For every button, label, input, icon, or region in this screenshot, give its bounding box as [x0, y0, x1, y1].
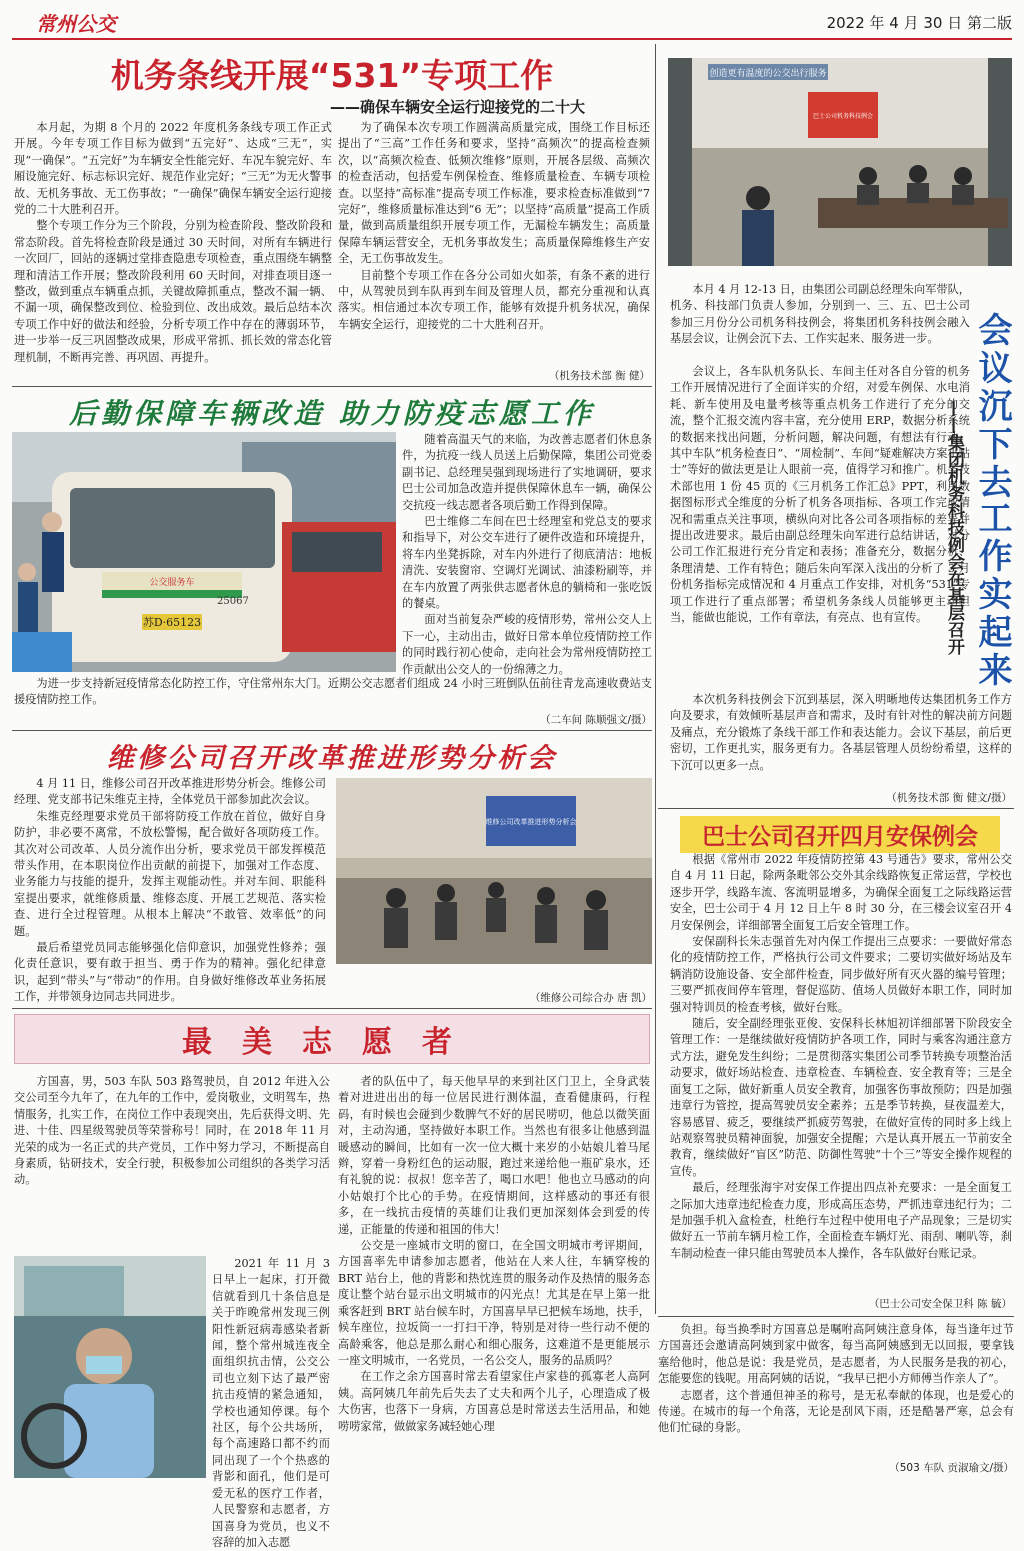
- art4-para: 者的队伍中了，每天他早早的来到社区门卫上，全身武装着对进进出出的每一位居民进行测体温，查看健康码，行程码，有时候也会碰到少数脾气不好的居民唠叨，他总以微笑面对，主动沟通，坚持做好本职工作。当然也有很多让他感到温暖感动的瞬间，比如有一次一位大概十来岁的小姑娘儿着马尾辫，穿着一身粉红色的运动服，跑过来递给他一瓶矿泉水，还有礼貌的说：叔叔！您辛苦了，喝口水吧！他也立马感动的向小姑娘打个比心的手势。在疫情期间，这样感动的事还有很多，在一线抗击疫情的英雄们让我们更加深刻体会到爱的传递，正能量的传递和祖国的伟大！: [338, 1075, 650, 1236]
- art3-signature: （维修公司综合办 唐 凯）: [529, 992, 652, 1004]
- art4-para: 志愿者，这个普通但神圣的称号，是无私奉献的体现，也是爱心的传递。在城市的每一个角落，无论是刮风下雨，还是酷暑严寒，总会有他们忙碌的身影。: [658, 1388, 1014, 1435]
- art4-col1-bottom: [212, 1256, 330, 1549]
- art1-subtitle: ——确保车辆安全运行迎接党的二十大: [330, 98, 586, 116]
- art6-title: 巴士公司召开四月安保例会: [680, 816, 1000, 853]
- meeting-screen-text: 维修公司改革推进形势分析会: [485, 818, 577, 826]
- art2-para: 巴士维修二车间在巴士经理室和党总支的要求和指导下，对公交车进行了硬件改造和环境提升，将车内坐凳拆除，对车内外进行了彻底清洁：地板清洗、安装窗帘、空调灯光调试、油漆粉刷等，并在车内放置了两张供志愿者休息的躺椅和一张吃饭的餐桌。: [402, 515, 652, 611]
- art5-para: 本月 4 月 12-13 日，由集团公司副总经理朱向军带队，机务、科技部门负责人参加，分别到一、三、五、巴士公司参加三月份分公司机务科技例会，将集团机务科技例会融入基层会议，让例会沉下去、工作实起来、服务进一步。: [670, 283, 970, 346]
- art6-para: 最后，经理张海宇对安保工作提出四点补充要求：一是全面复工之际加大违章违纪检查力度，形成高压态势，严抓违章违纪行为；二是加强手机入盒检查，杜绝行车过程中使用电子产品现象；三是切实做好五一节前车辆月检工作，全面检查车辆灯光、雨刮、喇叭等，刹车制动检查一律只能由驾驶员本人操作，各车队做好台账记录。: [670, 1181, 1012, 1260]
- art5-title-b: 工作实起来: [972, 500, 1012, 690]
- divider: [12, 1008, 652, 1009]
- art6-para: 根据《常州市 2022 年疫情防控第 43 号通告》要求，常州公交自 4 月 11 日起，除两条毗邻公交外其余线路恢复正常运营，学校也逐步开学，线路车流、客流明显增多，为确保全面复工之际线路运营安全，巴士公司于 4 月 12 日上午 8 时 30 分，在三楼会议室召开 4 月安保例会，详细部署全面复工后安全管理工作。: [670, 853, 1012, 932]
- divider: [12, 730, 652, 731]
- art1-col2: [338, 120, 650, 362]
- art3-para: 朱维克经理要求党员干部将防疫工作放在首位，做好自身防护，非必要不离常，不放松警惕，配合做好各项防疫工作。其次对公司改革、人员分流作出分析，要求党员干部发挥模范带头作用，在本职岗位作出贡献的前提下，加强对工作态度、业务能力与技能的提升，发挥主观能动性。并对车间、职能科室提出要求，就维修质量、维修态度、开展工艺规范、落实检查、进行全过程管理。从根本上解决“不敢管、效率低”的问题。: [14, 809, 326, 938]
- art2-signature: （二车间 陈顺强文/摄）: [540, 714, 652, 726]
- art2-caption: 为进一步支持新冠疫情常态化防控工作，守住常州东大门。近期公交志愿者们组成 24 小时三班倒队伍前往青龙高速收费站支援疫情防控工作。: [14, 677, 652, 707]
- art4-col3: [658, 1322, 1014, 1454]
- art5-intro: [670, 282, 970, 362]
- bus-fleet-number: 25067: [217, 596, 249, 607]
- art6-signature: （巴士公司安全保卫科 陈 毓）: [868, 1298, 1012, 1310]
- art4-col2: [338, 1074, 650, 1478]
- art4-para: 2021 年 11 月 3 日早上一起床，打开微信就看到几十条信息是关于昨晚常州发现三例阳性新冠病毒感染者新闻，整个常州城连夜全面组织抗击情，公交公司也立刻下达了最严密抗击疫情的紧急通知，学校也通知停课。每个社区，每个公共场所，每个高速路口都不约而同出现了一个个热惑的背影和面孔，他们是可爱无私的医疗工作者，人民警察和志愿者，方国喜身为党员，也义不容辞的加入志愿: [212, 1257, 330, 1549]
- tech-banner-text: 创造更有温度的公交出行服务: [709, 69, 827, 79]
- tech-screen-text: 巴士公司机务科技例会: [812, 113, 874, 120]
- divider: [12, 386, 652, 387]
- art1-para: 本月起，为期 8 个月的 2022 年度机务条线专项工作正式开展。今年专项工作目标为做到“五完好”、达成“三无”，实现“一确保”。“五完好”为车辆安全性能完好、车况车貌完好、车厢设施完好、标志标识完好、规范作业完好；“三无”为无火警事故、无机务事故、无工伤事故；“一确保”确保车辆安全运行迎接党的二十大胜利召开。: [14, 121, 332, 217]
- art1-col1: [14, 120, 332, 384]
- art4-banner-text: 最美志愿者: [182, 1025, 482, 1060]
- art5-signature: （机务技术部 衡 健文/摄）: [886, 792, 1012, 804]
- art2-caption-box: [14, 676, 652, 710]
- bus-photo: [12, 432, 396, 672]
- art5-para: 会议上，各车队机务队长、车间主任对各自分管的机务工作开展情况进行了全面详实的介绍，对爱车例保、水电消耗、新车使用及电量考核等重点机务工作进行了充分的交流，整个汇报交流内容丰富，充分使用 ERP，数据分析系统的数据来找出问题，分析问题，解决问题，有想法有行动，其中车队“机务检查日”、“周检制”、车间“疑难解决方案小贴士”等好的做法更是让人眼前一亮，值得学习和推广。机务技术部也用 1 份 45 页的《三月机务工作汇总》PPT，利用数据图标形式全维度的分析了机务各项指标、各项工作完成情况和需重点关注事项，横纵向对比各公司各项指标的差异并提出改进要求。最后由副总经理朱向军进行总结讲话，对分公司工作汇报进行充分肯定和表扬；准备充分，数据分析、条理清楚、工作有特色；随后朱向军深入浅出的分析了 3 月份机务指标完成情况和 4 月重点工作安排，对机务“531”专项工作进行了重点部署；希望机务条线人员能够更主动担当，能做也能说，工作有章法，有亮点、也有宣传。: [670, 365, 970, 625]
- art6-para: 随后，安全副经理张亚俊、安保科长林旭初详细部署下阶段安全管理工作：一是继续做好疫情防护各项工作，同时与乘客沟通注意方式方法，避免发生纠纷；二是贯彻落实集团公司季节转换专项整治活动要求，做好场站检查、违章检查、车辆检查、安全教育等；三是全面复工之际，做好新重人员安全教育，加强客伤事故预防；四是加强违章行为管控，提高驾驶员安全素养；五是季节转换，昼夜温差大，容易感冒、疲乏，要继续严抓疲劳驾驶，在做好宣传的同时多上线上站观察驾驶员精神面貌，加强安全提醒；六是认真开展五一节前安全教育，继续做好“盲区”防范、防御性驾驶“十个三”等安全操作规程的宣传。: [670, 1017, 1012, 1178]
- column-divider: [655, 44, 656, 1314]
- tech-meeting-photo: [668, 58, 1012, 266]
- art5-outro: [670, 692, 1012, 788]
- masthead-rule: [12, 38, 1012, 40]
- art5-para: 本次机务科技例会下沉到基层，深入明晰地传达集团机务工作方向及要求，有效倾听基层声音和需求，及时有针对性的解决前方问题及痛点，充分锻炼了条线干部工作和表达能力。会议下基层，前后更密切，工作更扎实，服务更有力。各基层管理人员纷纷希望，这样的下沉可以更多一点。: [670, 693, 1012, 772]
- masthead-date: 2022 年 4 月 30 日 第二版: [826, 14, 1012, 32]
- art3-para: 最后希望党员同志能够强化信仰意识，加强党性修养；强化责任意识，要有敢于担当、勇于作为的精神。强化纪律意识，起到“带头”与“带动”的作用。自身做好维修改革业务拓展工作，并带领身边同志共同进步。: [14, 941, 326, 1004]
- art1-para: 目前整个专项工作在各分公司如火如荼，有条不紊的进行中，从驾驶员到车队再到车间及管理人员，都充分重视和认真落实。相信通过本次专项工作，能够有效提升机务状况，确保车辆安全运行，迎接党的二十大胜利召开。: [338, 268, 650, 331]
- art1-title: 机务条线开展“531”专项工作: [110, 56, 554, 95]
- art4-para: 负担。每当换季时方国喜总是嘱咐高阿姨注意身体，每当逢年过节方国喜还会邀请高阿姨到家中做客，每当高阿姨感到无以回报，要拿钱塞给他时，他总是说：我是党员，是志愿者，为人民服务是我的初心，怎能要您的钱呢。用高阿姨的话说，“我早已把小方师傅当作亲人了”。: [658, 1323, 1014, 1386]
- divider: [658, 808, 1014, 809]
- driver-photo: [14, 1256, 206, 1478]
- masthead-name: 常州公交: [36, 12, 116, 36]
- art3-para: 4 月 11 日，维修公司召开改革推进形势分析会。维修公司经理、党支部书记朱维克主持，全体党员干部参加此次会议。: [14, 777, 326, 807]
- art5-subtitle: ——集团机务科技例会在基层召开: [944, 400, 964, 655]
- art2-para: 随着高温天气的来临，为改善志愿者们休息条件，为抗疫一线人员送上后勤保障，集团公司党委副书记、总经理吴强到现场进行了实地调研，要求巴士公司加急改造并提供保障休息车一辆，确保公交抗疫一线志愿者各项后勤工作得到保障。: [402, 433, 652, 512]
- meeting-photo: [336, 778, 652, 964]
- bus-plate: 苏D·65123: [142, 616, 202, 629]
- art4-para: 在工作之余方国喜时常去看望家住卢家巷的孤寡老人高阿姨。高阿姨几年前先后失去了丈夫和两个儿子，心理造成了极大伤害，也落下一身病，方国喜总是时常送去生活用品，和她唠唠家常，做做家务减轻她心理: [338, 1370, 650, 1433]
- art3-title: 维修公司召开改革推进形势分析会: [107, 743, 557, 774]
- art1-signature: （机务技术部 衡 健）: [548, 370, 650, 382]
- art4-signature: （503 车队 贡淑瑜文/摄）: [889, 1462, 1014, 1474]
- art4-para: 公交是一座城市文明的窗口，在全国文明城市考评期间，方国喜率先申请参加志愿者，他站在人来人往，车辆穿梭的 BRT 站台上，他的背影和热忱连贯的服务动作及热情的服务态度让整个站台显示出文明城市的闪光点！尤其是在早上第一批乘客赶到 BRT 站台候车时，方国喜早早已把候车场地，扶手，候车座位，拉坂筒一一打扫干净，特别是对待一些行动不便的高龄乘客，他总是那么耐心和细心服务，这难道不是更能展示一座文明城市，一名党员，一名公交人，服务的品质吗？: [338, 1239, 650, 1367]
- art6-text: [670, 852, 1012, 1292]
- art5-title-a: 会议沉下去: [972, 312, 1012, 502]
- art2-title: 后勤保障车辆改造 助力防疫志愿工作: [69, 397, 595, 430]
- art2-para: 面对当前复杂严峻的疫情形势，常州公交人上下一心，主动出击，做好日常本单位疫情防控工作的同时践行初心使命，走向社会为常州疫情防控工作贡献出公交人的一份绵薄之力。: [402, 613, 652, 676]
- art1-para: 整个专项工作分为三个阶段，分别为检查阶段、整改阶段和常态阶段。首先将检查阶段是通过 30 天时间，对所有车辆进行一次回厂，回站的逐辆过堂排查隐患专项检查，重点围绕车辆整理和清洁工作开展；整改阶段利用 60 天时间，对排查项目逐一整改，做到重点车辆重点抓，关键故障抓重点，整改不漏一辆、不漏一项，确保整改到位、检验到位、改出成效。最后总结本次专项工作中好的做法和经验，分析专项工作中存在的薄弱环节，进一步举一反三巩固整改成果，形成平常抓、抓长效的常态化管理机制，不断再完善、再巩固、再提升。: [14, 219, 332, 364]
- art4-banner: [14, 1014, 650, 1064]
- divider: [658, 1316, 1014, 1317]
- art3-text: [14, 776, 326, 1002]
- bus-sign: 公交服务车: [149, 578, 195, 588]
- art2-text: [402, 432, 652, 674]
- art4-col1-top: [14, 1074, 330, 1254]
- art5-body: [670, 364, 970, 690]
- art4-para: 方国喜，男，503 车队 503 路驾驶员，自 2012 年进入公交公司至今九年了，在九年的工作中，爱岗敬业，文明驾车，热情服务，扎实工作，在岗位工作中表现突出，先后获得文明、先进、十佳、四星级驾驶员等荣誉称号！同时，在 2018 年 11 月光荣的成为一名正式的共产党员，工作中努力学习，不断提高自身素质，钻研技术，安全行驶，积极参加公司组织的各类学习活动。: [14, 1075, 330, 1187]
- art6-para: 安保副科长朱志强首先对内保工作提出三点要求：一要做好常态化的疫情防控工作，严格执行公司文件要求；二要切实做好场站及车辆消防设施设备、安全部件检查，同步做好所有灭火器的编号管理；三要严抓夜间停车管理，督促巡防、值场人员做好本职工作，同时加强对特训员的检查考核，做好台账。: [670, 935, 1012, 1014]
- art1-para: 为了确保本次专项工作圆满高质量完成，围绕工作目标还提出了“三高”工作任务和要求，坚持“高频次”的提高检查频次，以“高频次检查、低频次维修”原则，开展各层级、高频次的检查活动，包括爱车例保检查、维修质量检查、车辆专项检查。以坚持“高标准”提高专项工作标准，要求检查标准做到“7 完好”，维修质量标准达到“6 无”；以坚持“高质量”提高工作质量，做到高质量组织开展专项工作，无漏检车辆发生；高质量保障车辆运营安全，无机务事故发生；高质量保障维修生产安全，无工伤事故发生。: [338, 121, 650, 266]
